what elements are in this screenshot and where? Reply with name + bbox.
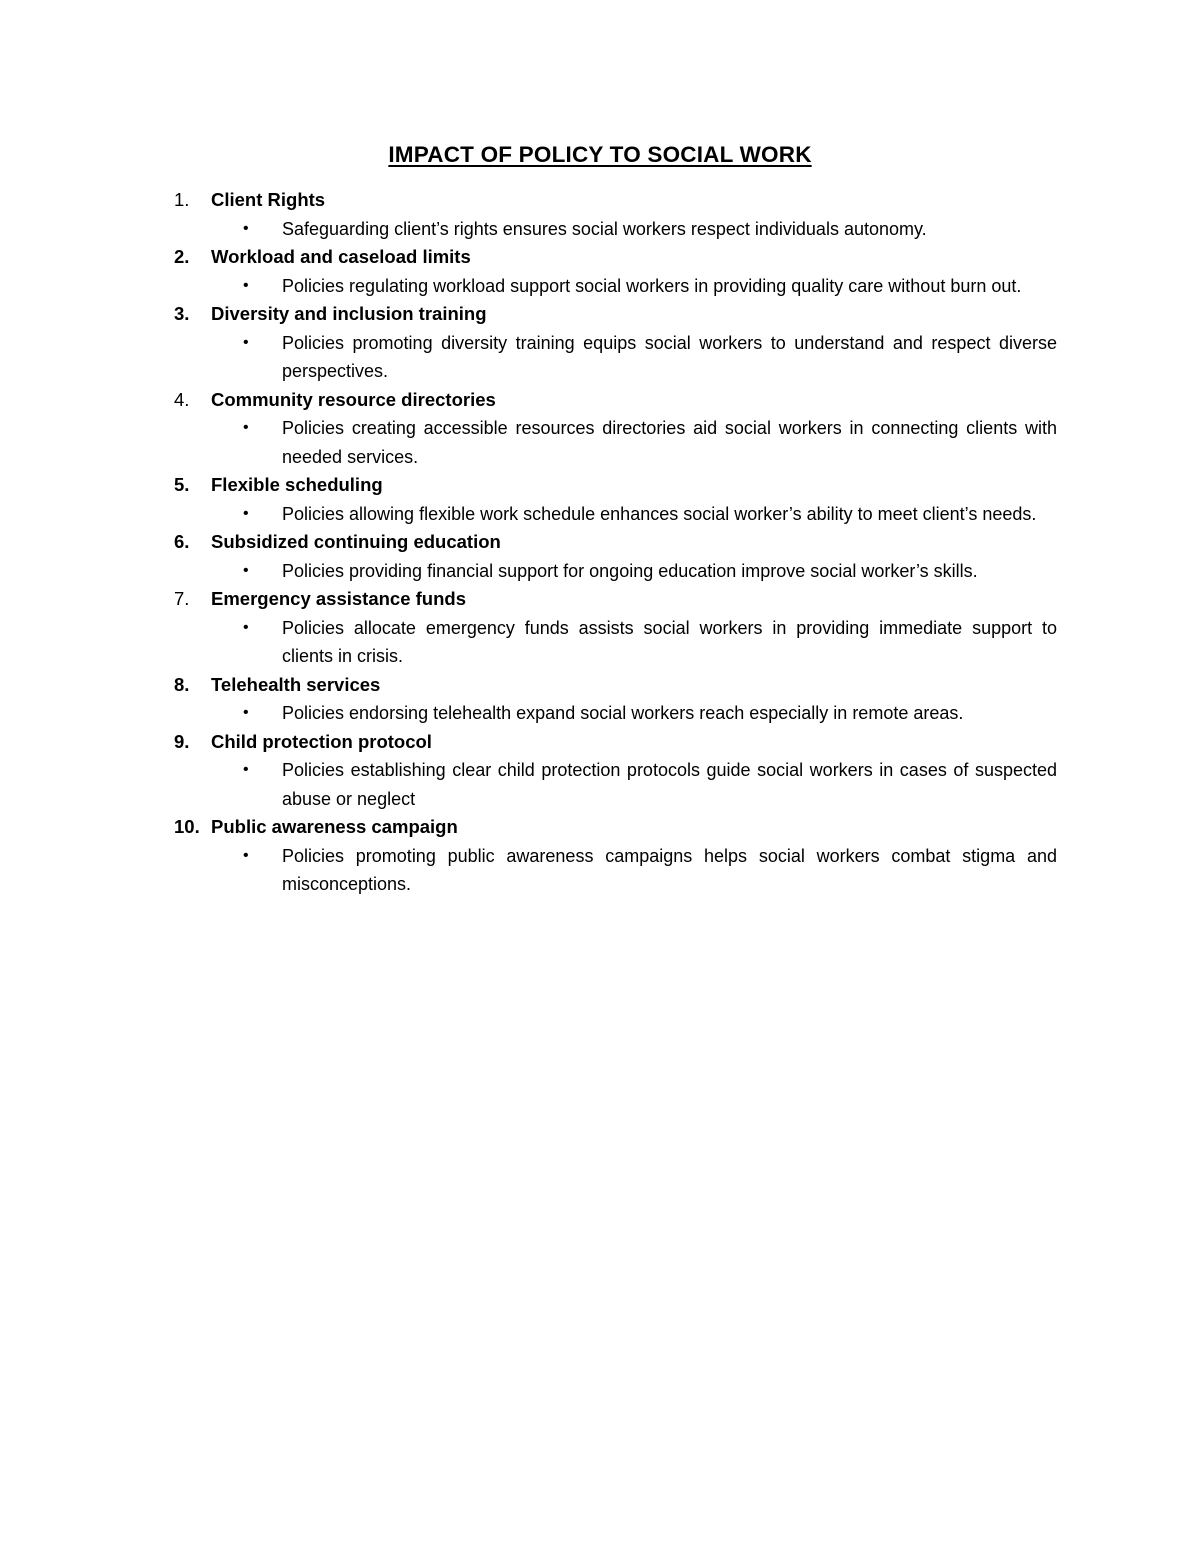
item-detail-text: Safeguarding client’s rights ensures social workers respect individuals autonomy. [282, 218, 927, 239]
item-number: 5. [174, 474, 190, 495]
item-title: Client Rights [211, 189, 326, 210]
list-item [0, 528, 1200, 585]
item-title: Flexible scheduling [211, 474, 383, 495]
item-detail [0, 272, 1057, 301]
item-number: 1. [174, 189, 190, 210]
item-detail-text: Policies allowing flexible work schedule enhances social worker’s ability to meet client’s needs. [282, 503, 1037, 524]
bullet-icon: • [243, 704, 249, 721]
item-number: 3. [174, 303, 190, 324]
list-item [0, 386, 1200, 472]
item-title: Workload and caseload limits [211, 246, 471, 267]
item-title: Community resource directories [211, 388, 496, 410]
item-detail [0, 414, 1057, 471]
item-title: Child protection protocol [211, 730, 432, 752]
item-number: 8. [174, 673, 190, 695]
item-heading [0, 585, 1200, 614]
item-number: 2. [174, 246, 190, 267]
list-item [0, 671, 1200, 728]
item-title: Diversity and inclusion training [211, 303, 487, 324]
list-item [0, 585, 1200, 671]
item-detail-text: Policies promoting public awareness campaigns helps social workers combat stigma and misconceptions. [282, 845, 1057, 894]
item-title: Emergency assistance funds [211, 588, 466, 609]
item-heading [0, 671, 1200, 700]
item-title: Subsidized continuing education [211, 531, 501, 552]
item-heading [0, 186, 1200, 215]
item-detail-text: Policies creating accessible resources directories aid social workers in connecting clients with needed services. [282, 418, 1057, 467]
item-detail-text: Policies providing financial support for ongoing education improve social worker’s skills. [282, 560, 978, 581]
item-detail-text: Policies establishing clear child protection protocols guide social workers in cases of suspected abuse or neglect [282, 760, 1057, 809]
item-detail [0, 699, 1057, 728]
item-heading [0, 528, 1200, 557]
item-detail-text: Policies allocate emergency funds assists social workers in providing immediate support to clients in crisis. [282, 617, 1057, 666]
item-number: 7. [174, 588, 190, 609]
bullet-icon: • [243, 561, 249, 579]
item-detail [0, 329, 1057, 386]
bullet-icon: • [243, 333, 249, 351]
list-item [0, 300, 1200, 386]
item-title: Telehealth services [211, 673, 381, 695]
item-number: 10. [174, 816, 200, 837]
page-title: IMPACT OF POLICY TO SOCIAL WORK [388, 142, 812, 167]
bullet-icon: • [243, 219, 249, 237]
item-number: 4. [174, 388, 190, 410]
item-detail [0, 215, 1057, 244]
bullet-icon: • [243, 419, 249, 436]
item-number: 9. [174, 730, 190, 752]
item-heading [0, 386, 1200, 415]
list-item [0, 813, 1200, 899]
item-detail-text: Policies regulating workload support social workers in providing quality care without burn out. [282, 275, 1022, 296]
bullet-icon: • [243, 276, 249, 294]
item-heading [0, 813, 1200, 842]
item-detail [0, 842, 1057, 899]
list-item [0, 243, 1200, 300]
policy-list [0, 186, 1200, 899]
bullet-icon: • [243, 846, 249, 864]
item-detail [0, 500, 1057, 529]
item-number: 6. [174, 531, 190, 552]
item-detail [0, 756, 1057, 813]
item-detail [0, 614, 1057, 671]
item-heading [0, 728, 1200, 757]
bullet-icon: • [243, 504, 249, 522]
bullet-icon: • [243, 761, 249, 778]
list-item [0, 186, 1200, 243]
list-item [0, 728, 1200, 814]
item-title: Public awareness campaign [211, 816, 458, 837]
item-heading [0, 300, 1200, 329]
item-heading [0, 471, 1200, 500]
item-detail-text: Policies promoting diversity training equips social workers to understand and respect diverse perspectives. [282, 332, 1057, 381]
list-item [0, 471, 1200, 528]
bullet-icon: • [243, 618, 249, 636]
item-detail-text: Policies endorsing telehealth expand social workers reach especially in remote areas. [282, 703, 964, 723]
item-detail [0, 557, 1057, 586]
item-heading [0, 243, 1200, 272]
